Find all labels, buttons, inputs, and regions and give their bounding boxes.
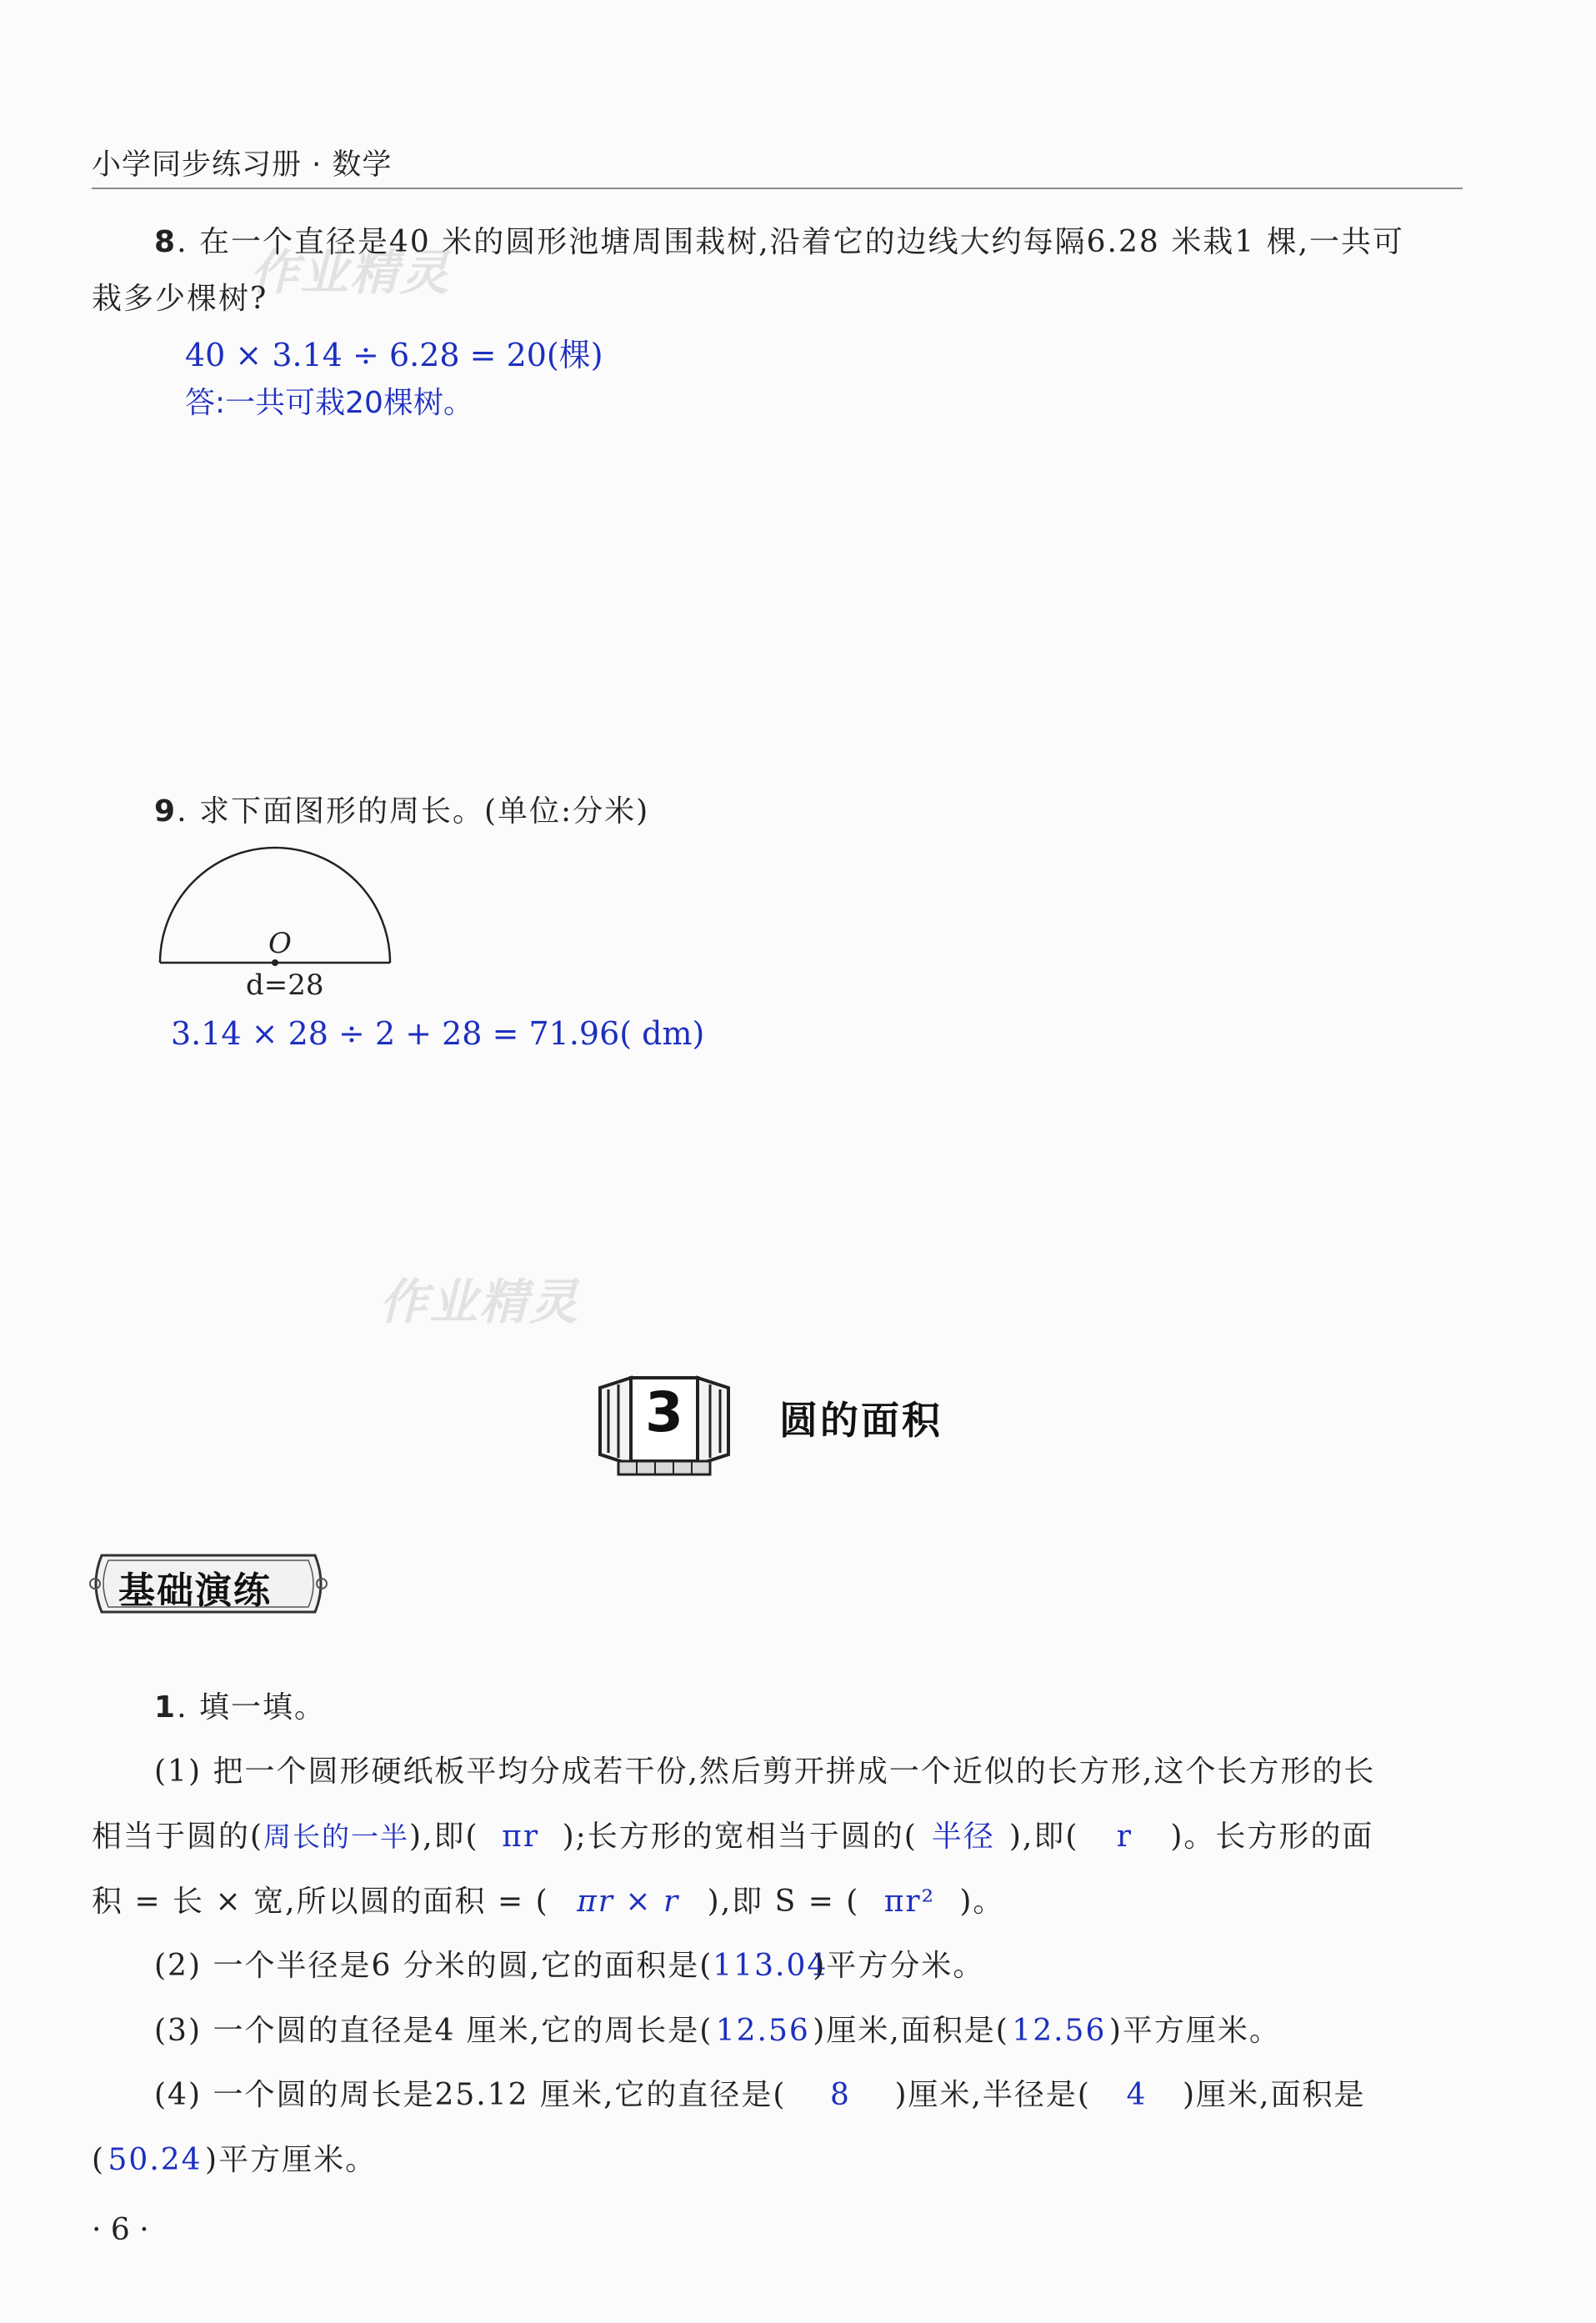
q1-title: . 填一填。 xyxy=(177,1690,326,1725)
q1-p1-line2 xyxy=(92,1813,1373,1855)
q8-answer-equation: 40 × 3.14 ÷ 6.28 = 20(棵) xyxy=(185,337,603,373)
q1-p2-line xyxy=(154,1942,984,1985)
watermark-middle: 作业精灵 xyxy=(379,1274,580,1330)
blank-radius-value[interactable]: 4 xyxy=(1126,2078,1148,2112)
q9-text: . 求下面图形的周长。(单位:分米) xyxy=(177,794,650,829)
q1-p4-line1 xyxy=(154,2071,1365,2114)
q9-number: 9 xyxy=(154,794,178,829)
q1-p3-text-b: )厘米,面积是( xyxy=(813,2014,1009,2048)
q8-number: 8 xyxy=(154,225,178,259)
q8-line1 xyxy=(154,218,1404,261)
q8-answer-sentence: 答:一共可栽20棵树。 xyxy=(185,386,473,420)
blank-circumference-d4[interactable]: 12.56 xyxy=(715,2014,810,2048)
q9-answer: 3.14 × 28 ÷ 2 + 28 = 71.96( dm) xyxy=(171,1015,705,1052)
q1-p1-l3-text-a: 积 = 长 × 宽,所以圆的面积 = ( xyxy=(92,1885,549,1919)
figure-diameter-label: d=28 xyxy=(246,969,324,1002)
header-title: 小学同步练习册 · 数学 xyxy=(92,148,393,182)
blank-radius[interactable]: 半径 xyxy=(931,1820,995,1854)
q1-p1-l2-text-c: );长方形的宽相当于圆的( xyxy=(562,1820,918,1854)
q1-p3-text-c: )平方厘米。 xyxy=(1108,2014,1281,2048)
blank-diameter[interactable]: 8 xyxy=(829,2078,851,2112)
q1-p4-l2-text-a: ( xyxy=(92,2143,106,2177)
figure-center-label: O xyxy=(268,927,292,960)
blank-pi-r-squared[interactable]: πr² xyxy=(883,1885,936,1919)
q1-p4-line2 xyxy=(92,2136,377,2179)
q1-p3-text-a: (3) 一个圆的直径是4 厘米,它的周长是( xyxy=(154,2014,713,2048)
blank-pi-r-times-r[interactable]: πr × r xyxy=(577,1885,680,1919)
q1-p2-text-b: )平方分米。 xyxy=(813,1949,985,1983)
q1-p3-line xyxy=(154,2007,1281,2050)
q1-p1-l2-text-b: ),即( xyxy=(409,1820,479,1854)
center-point xyxy=(272,959,278,966)
q1-p1-line3 xyxy=(92,1878,1004,1920)
q1-title-line xyxy=(154,1684,326,1726)
section-title: 圆的面积 xyxy=(779,1398,943,1443)
blank-half-circumference[interactable]: 周长的一半 xyxy=(263,1820,410,1853)
q1-p1-l3-text-b: ),即 S = ( xyxy=(707,1885,860,1919)
blank-pi-r[interactable]: πr xyxy=(502,1820,540,1854)
q1-number: 1 xyxy=(154,1690,178,1725)
blank-r[interactable]: r xyxy=(1116,1820,1133,1854)
blank-area-circumference[interactable]: 50.24 xyxy=(108,2143,203,2177)
q1-p4-text-b: )厘米,半径是( xyxy=(894,2078,1091,2112)
q1-p1-l2-text-e: )。长方形的面 xyxy=(1170,1820,1374,1854)
badge-label: 基础演练 xyxy=(118,1570,272,1612)
q1-p4-text-a: (4) 一个圆的周长是25.12 厘米,它的直径是( xyxy=(154,2078,787,2112)
section-number: 3 xyxy=(645,1380,683,1444)
q1-p4-l2-text-b: )平方厘米。 xyxy=(205,2143,378,2177)
q1-p1-l3-text-c: )。 xyxy=(959,1885,1005,1919)
q9-line xyxy=(154,788,649,830)
q1-p1-line1: (1) 把一个圆形硬纸板平均分成若干份,然后剪开拼成一个近似的长方形,这个长方形的长 xyxy=(154,1755,1376,1789)
blank-area-d4[interactable]: 12.56 xyxy=(1012,2014,1107,2048)
q1-p4-text-c: )厘米,面积是 xyxy=(1182,2078,1366,2112)
q8-line2: 栽多少棵树? xyxy=(92,282,268,316)
q8-text-line1: . 在一个直径是40 米的圆形池塘周围栽树,沿着它的边线大约每隔6.28 米栽1 棵,一共可 xyxy=(177,225,1405,259)
page-number: · 6 · xyxy=(92,2213,149,2247)
q1-p1-l2-text-d: ),即( xyxy=(1008,1820,1079,1854)
q1-p2-text-a: (2) 一个半径是6 分米的圆,它的面积是( xyxy=(154,1949,713,1983)
watermark-top: 作业精灵 xyxy=(250,244,451,301)
header-rule xyxy=(92,188,1463,189)
blank-area-radius-6[interactable]: 113.04 xyxy=(713,1949,828,1983)
q1-p1-l2-text-a: 相当于圆的( xyxy=(92,1820,264,1854)
